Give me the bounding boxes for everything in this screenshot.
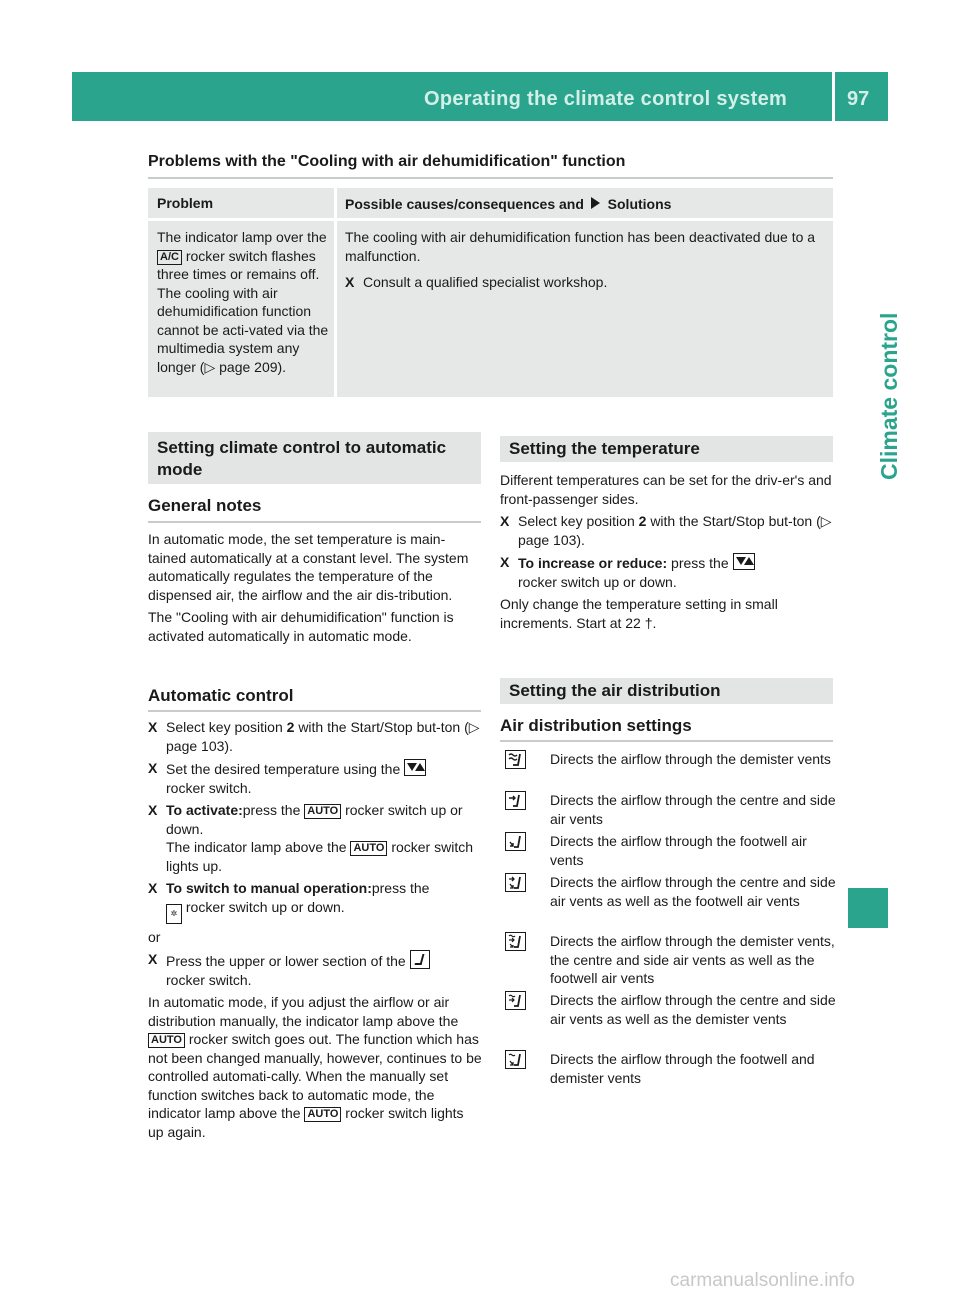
air-distribution-switch-icon <box>410 950 430 969</box>
problem-text-1: The indicator lamp over the <box>157 229 327 245</box>
auto-step-1 <box>148 718 482 755</box>
side-margin <box>843 121 888 1302</box>
step-text: rocker switch up or down. <box>518 573 677 590</box>
column-heading-solutions <box>345 196 671 212</box>
problems-section-title: Problems with the "Cooling with air dehumidification" function <box>148 153 626 170</box>
auto-step-5 <box>148 950 482 989</box>
page-header-title: Operating the climate control system <box>424 88 788 110</box>
temperature-rocker-icon <box>404 759 426 776</box>
problem-page-ref: page 209). <box>219 358 287 375</box>
step-label: To increase or reduce: <box>518 555 668 571</box>
page-ref-icon: ▷ <box>204 358 220 375</box>
automatic-section-title: Setting climate control to automatic mode <box>157 438 447 479</box>
cause-text: The cooling with air dehumidification function has been deactivated due to a malfunction. <box>345 229 816 264</box>
column-heading-problem: Problem <box>157 195 214 211</box>
demister-vents-icon <box>505 750 526 769</box>
section-divider <box>148 177 833 179</box>
list-item-text: Directs the airflow through the centre and side air vents as well as the footwell air vents <box>550 874 836 909</box>
solution-step: X Consult a qualified specialist workshop. <box>345 273 825 292</box>
header-divider <box>832 72 835 121</box>
chapter-tab-marker <box>848 888 888 928</box>
step-text: rocker switch up or down. <box>166 802 463 837</box>
list-item-text: Directs the airflow through the footwell air vents <box>550 833 807 868</box>
play-arrow-icon <box>591 197 600 209</box>
auto-step-4 <box>148 879 482 924</box>
general-notes-p1: In automatic mode, the set temperature is main-tained automatically at a constant level. The system automatically regulates the temperature of the dispensed air, the airflow and the air dis-tribution. <box>148 531 469 603</box>
distribution-section-title: Setting the air distribution <box>509 681 721 700</box>
temp-step-2 <box>500 553 834 591</box>
step-text: The indicator lamp above the <box>166 839 347 855</box>
temp-step-1 <box>500 512 834 549</box>
footwell-and-demister-vents-icon <box>505 1050 526 1069</box>
step-text: press the <box>671 555 729 571</box>
heading-rule <box>148 710 481 712</box>
temperature-intro: Different temperatures can be set for the driv-er's and front-passenger sides. <box>500 472 832 507</box>
general-notes-heading: General notes <box>148 496 262 515</box>
list-item-text: Directs the airflow through the demister vents <box>550 751 831 767</box>
column-heading-solutions-post: Solutions <box>607 196 672 212</box>
step-text: Select key position <box>518 513 635 529</box>
step-text: Set the desired temperature using the <box>166 761 401 777</box>
problem-text-2: rocker switch flashes three times or remains off. The cooling with air dehumidification function cannot be acti-vated via the multimedia system any longer ( <box>157 247 329 375</box>
step-label: To activate: <box>166 802 243 818</box>
temperature-note: Only change the temperature setting in small increments. Start at 22 †. <box>500 596 778 631</box>
step-text: rocker switch. <box>166 779 252 796</box>
step-text: Press the upper or lower section of the <box>166 953 406 969</box>
footwell-vents-icon <box>505 832 526 851</box>
page-ref: page 103). <box>518 531 585 548</box>
key-position: 2 <box>638 513 647 529</box>
auto-switch-icon: AUTO <box>148 1033 185 1048</box>
step-text: with the Start/Stop but-ton ( <box>298 719 469 735</box>
solution-description <box>345 228 825 296</box>
auto-step-2 <box>148 759 482 797</box>
heading-rule <box>148 521 481 523</box>
step-label: To switch to manual operation: <box>166 880 372 896</box>
centre-and-footwell-vents-icon <box>505 873 526 892</box>
temperature-body <box>500 471 834 636</box>
ac-switch-icon: A/C <box>157 250 182 265</box>
step-text: press the <box>242 802 301 818</box>
step-text: rocker switch. <box>166 971 252 988</box>
page-ref-icon: ▷ <box>468 719 480 735</box>
step-text: Select key position <box>166 719 283 735</box>
centre-vents-icon <box>505 791 526 810</box>
automatic-control-body <box>148 718 482 1145</box>
step-text: rocker switch lights up. <box>166 839 473 874</box>
step-text: rocker switch up or down. <box>185 898 345 915</box>
list-item-text: Directs the airflow through the centre and side air vents <box>550 792 836 827</box>
key-position: 2 <box>286 719 295 735</box>
auto-switch-icon: AUTO <box>304 804 341 819</box>
auto-switch-icon: AUTO <box>350 841 387 856</box>
page-ref-icon: ▷ <box>820 513 832 529</box>
closing-text: In automatic mode, if you adjust the airflow or air distribution manually, the indicator lamp above the <box>148 994 459 1029</box>
auto-switch-icon: AUTO <box>304 1107 341 1122</box>
closing-text: rocker switch lights up again. <box>148 1105 464 1140</box>
page-number: 97 <box>847 88 870 110</box>
temperature-rocker-icon <box>733 553 755 570</box>
chapter-side-label <box>852 300 902 480</box>
list-item-text: Directs the airflow through the footwell and demister vents <box>550 1051 815 1086</box>
list-item-text: Directs the airflow through the centre and side air vents as well as the demister vents <box>550 992 836 1027</box>
airflow-switch-icon: ✲ <box>166 904 182 924</box>
all-vents-icon <box>505 932 526 951</box>
general-notes-body <box>148 530 482 649</box>
centre-and-demister-vents-icon <box>505 991 526 1010</box>
closing-text: rocker switch goes out. The function which has not been changed manually, however, continues to be controlled automati-cally. When the manually set function switches back to automatic mode, the indicator lamp above the <box>148 1031 482 1121</box>
air-distribution-settings-heading: Air distribution settings <box>500 716 692 735</box>
auto-step-3 <box>148 801 482 875</box>
temperature-section-title: Setting the temperature <box>509 439 700 458</box>
step-text: with the Start/Stop but-ton ( <box>650 513 821 529</box>
general-notes-p2: The "Cooling with air dehumidification" function is activated automatically in automatic mode. <box>148 609 454 644</box>
automatic-closing-text <box>148 993 482 1141</box>
list-item-text: Directs the airflow through the demister vents, the centre and side air vents as well as the footwell air vents <box>550 933 835 986</box>
watermark: carmanualsonline.info <box>670 1270 855 1291</box>
chapter-side-label-text: Climate control <box>876 312 902 480</box>
or-text: or <box>148 928 161 945</box>
problem-description <box>157 228 333 376</box>
column-heading-solutions-pre: Possible causes/consequences and <box>345 196 584 212</box>
page-ref: page 103). <box>166 737 233 754</box>
automatic-control-heading: Automatic control <box>148 686 294 705</box>
step-text: press the <box>371 880 430 896</box>
heading-rule <box>500 740 833 742</box>
